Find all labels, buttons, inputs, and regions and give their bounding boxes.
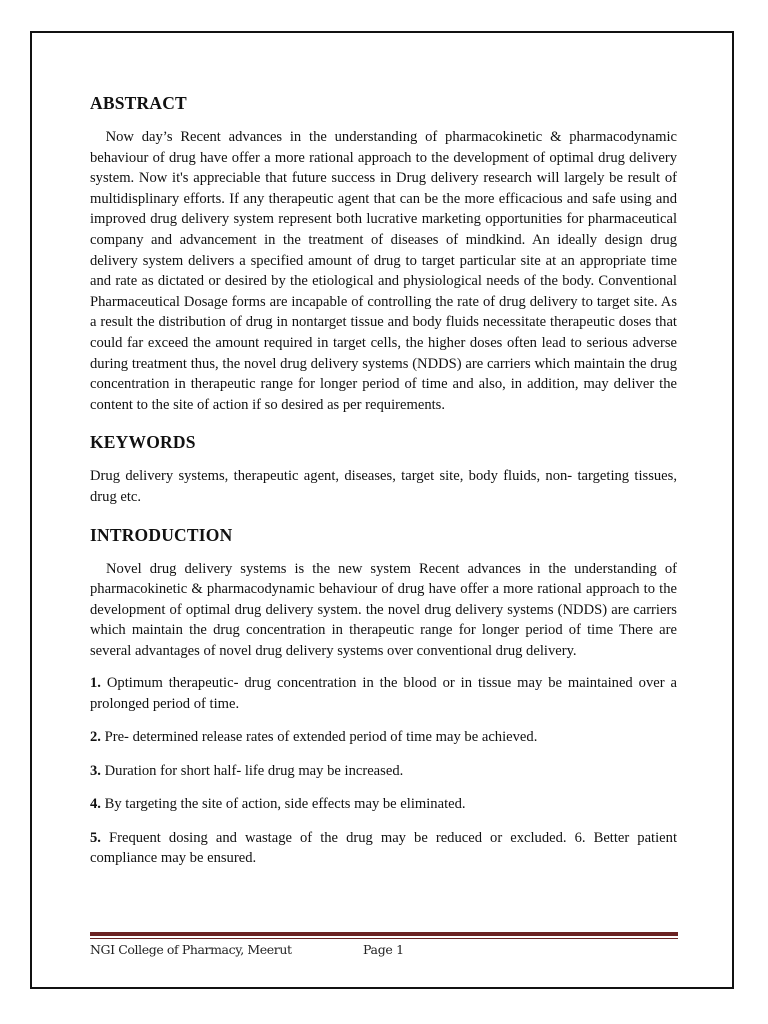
footer-page-number: Page 1 [363, 942, 404, 957]
footer-rule-thin [90, 938, 678, 939]
advantage-item [90, 828, 677, 869]
item-text: By targeting the site of action, side effects may be eliminated. [100, 796, 466, 813]
item-number: 4. [90, 796, 101, 813]
advantage-item [90, 673, 677, 714]
advantage-item [90, 761, 677, 782]
introduction-heading: INTRODUCTION [90, 524, 233, 545]
item-text: Optimum therapeutic- drug concentration in the blood or in tissue may be maintained over a prolonged period of time. [90, 675, 677, 713]
footer-rule-thick [90, 932, 678, 936]
item-text: Duration for short half- life drug may be increased. [100, 762, 404, 779]
abstract-text: Now day’s Recent advances in the understanding of pharmacokinetic & pharmacodynamic behaviour of drug have offer a more rational approach to the development of optimal drug delivery system. Now it's appreciable that future success in Drug delivery research will largely be result of multidisplinary efforts. If any therapeutic agent that can be the more efficacious and safe using and improved drug delivery system represent both lucrative marketing opportunities for pharmaceutical company and advancement in the treatment of diseases of mindkind. An ideally design drug delivery system delivers a specified amount of drug to target particular site at an appropriate time and rate as dictated or desired by the etiological and physiological needs of the body. Conventional Pharmaceutical Dosage forms are incapable of controlling the rate of drug delivery to target site. As a result the distribution of drug in nontarget tissue and body fluids necessitate therapeutic doses that could far exceed the amount required in target cells, the higher doses often lead to serious adverse during treatment thus, the novel drug delivery systems (NDDS) are carriers which maintain the drug concentration in therapeutic range for longer period of time and also, in addition, may deliver the content to the site of action if so desired as per requirements. [90, 129, 677, 413]
footer-institution: NGI College of Pharmacy, Meerut [90, 942, 292, 957]
item-number: 3. [90, 762, 101, 779]
item-number: 5. [90, 829, 101, 846]
introduction-text: Novel drug delivery systems is the new system Recent advances in the understanding of pharmacokinetic & pharmacodynamic behaviour of drug have offer a more rational approach to the development of optimal drug delivery system. the novel drug delivery systems (NDDS) are carriers which maintain the drug concentration in therapeutic range for longer period of time There are several advantages of novel drug delivery systems over conventional drug delivery. [90, 560, 677, 659]
item-text: Pre- determined release rates of extended period of time may be achieved. [100, 729, 538, 746]
advantage-item [90, 794, 677, 815]
abstract-heading: ABSTRACT [90, 93, 187, 113]
advantage-item [90, 727, 677, 748]
keywords-heading: KEYWORDS [90, 432, 196, 453]
keywords-text: Drug delivery systems, therapeutic agent, diseases, target site, body fluids, non- targeting tissues, drug etc. [90, 468, 677, 505]
item-number: 1. [90, 675, 101, 692]
item-text: Frequent dosing and wastage of the drug may be reduced or excluded. 6. Better patient compliance may be ensured. [90, 829, 677, 867]
item-number: 2. [90, 729, 101, 746]
page-content [90, 90, 677, 882]
